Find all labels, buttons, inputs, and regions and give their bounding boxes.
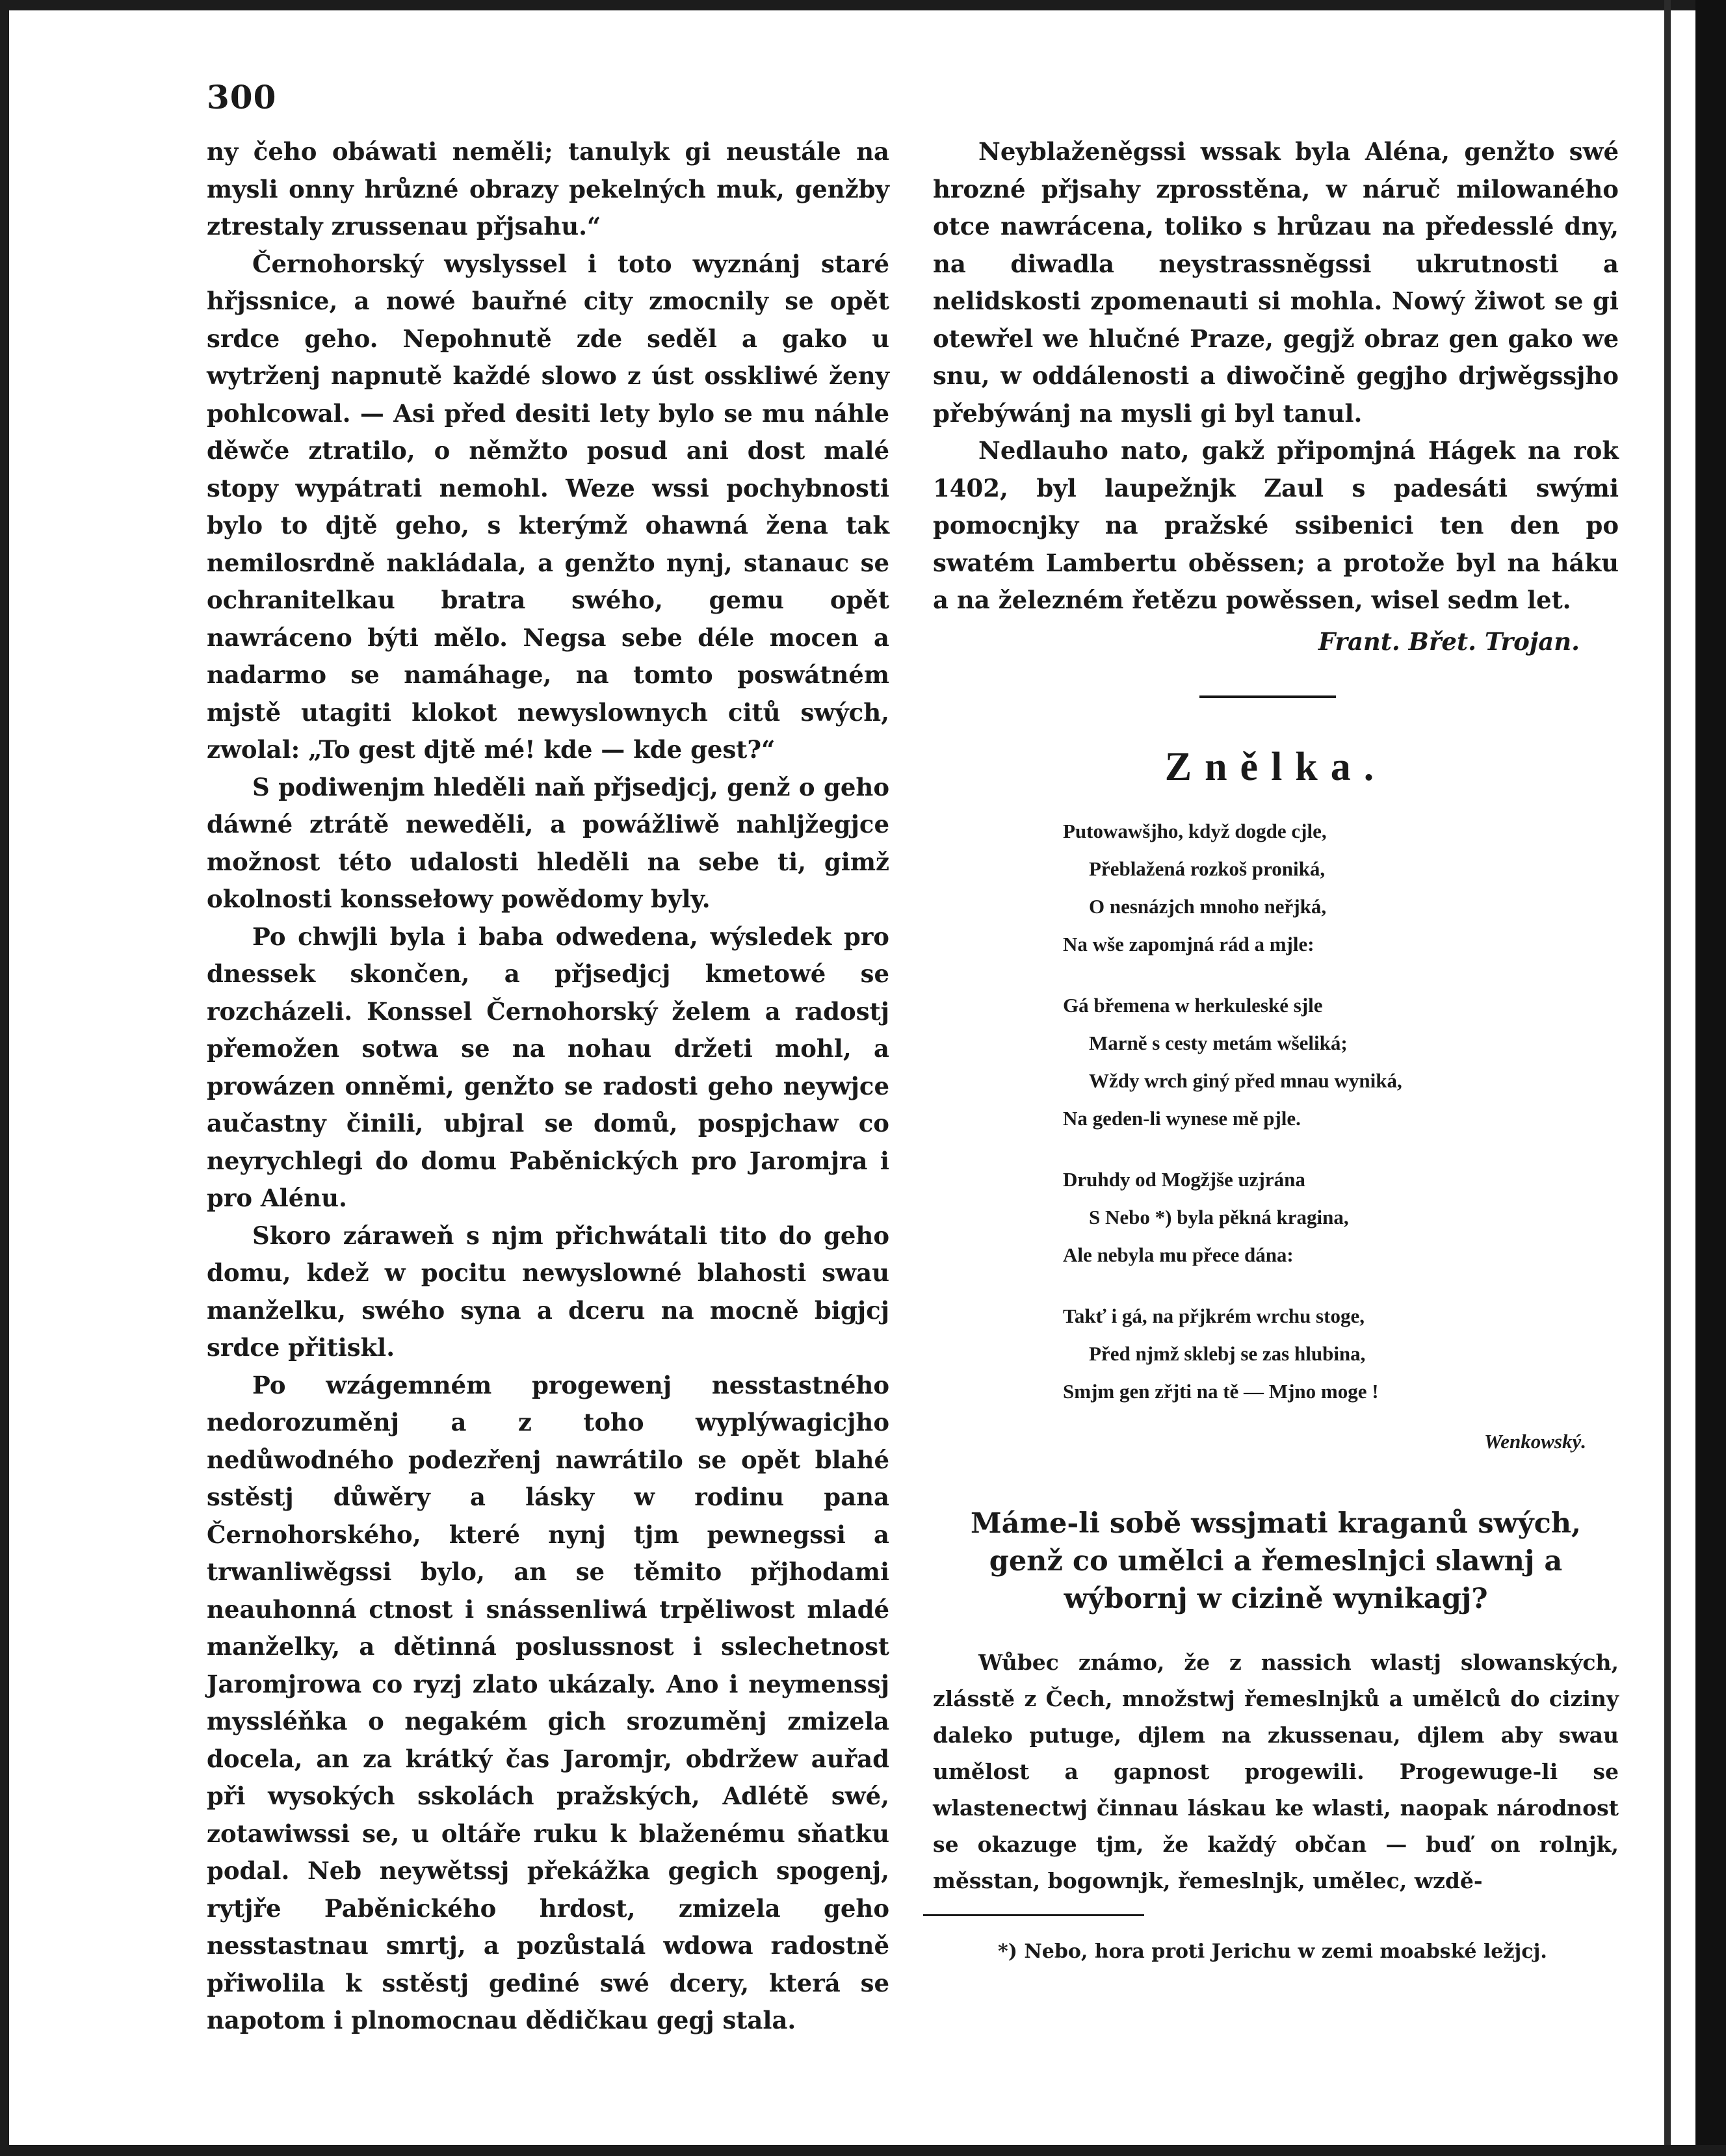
poem-stanza [1063,1297,1602,1410]
paragraph: Wůbec známo, že z nassich wlastj slowanských, zlásstě z Čech, množstwj řemeslnjků a umělců do ciziny daleko putuge, djlem na zkussenau, djlem aby swau umělost a gapnost progewili. Progewuge-li se wlastenectwj činnau láskau ke wlasti, naopak národnost se okazuge tjm, že každý občan — buď on rolnjk, měsstan, bogownjk, řemeslnjk, umělec, wzdě- [933,1650,1619,1893]
poem-line: Takť i gá, na přjkrém wrchu stoge, [1063,1305,1365,1327]
poem-line: Marně s cesty metám wšeliká; [1089,1032,1348,1054]
scan-border-top [0,0,1726,10]
scan-border-right [1695,0,1726,2156]
footnote: *) Nebo, hora proti Jerichu w zemi moabské ležjcj. [998,1940,1547,1963]
poem-stanza [1063,812,1602,963]
poem-line: Před njmž sklebj se zas hlubina, [1089,1342,1366,1365]
footnote-rule [923,1914,1144,1916]
right-column [933,133,1619,660]
scan-border-bottom [0,2145,1726,2156]
poem-line: Wždy wrch giný před mnau wyniká, [1089,1069,1402,1092]
poem-stanza [1063,1161,1602,1274]
scan-border-left [0,0,9,2156]
paragraph: Po chwjli byla i baba odwedena, wýsledek pro dnessek skončen, a přjsedjcj kmetowé se rozcházeli. Konssel Černohorský želem a radostj přemožen sotwa se na nohau držeti mohl, a prowázen onněmi, genžto se radosti geho neywjce aučastny činili, ubjral se domů, pospjchaw co neyrychlegi do domu Paběnických pro Jaromjra i pro Alénu. [207,922,889,1212]
scan-border-inner [1664,0,1671,2156]
poem-line: Smjm gen zřjti na tě — Mjno moge ! [1063,1380,1379,1403]
article-body [933,1644,1619,1899]
paragraph: Skoro záraweň s njm přichwátali tito do geho domu, kdež w pocitu newyslowné blahosti swau manželku, swého syna a dceru na mocně bigjcj srdce přitiskl. [207,1221,889,1362]
article-title: Máme-li sobě wssjmati kraganů swých, genž co umělci a řemeslnjci slawnj a wýbornj w cizině wynikagj? [971,1507,1581,1615]
poem-line: Gá břemena w herkuleské sjle [1063,994,1323,1017]
poem [1063,812,1602,1434]
poem-line: Ale nebyla mu přece dána: [1063,1243,1294,1266]
paragraph: Neyblaženěgssi wssak byla Aléna, genžto swé hrozné přjsahy zprosstěna, w náruč milowaného otce nawrácena, toliko s hrůzau na předesslé dny, na diwadla neystrassněgssi ukrutnosti a nelidskosti zpomenauti si mohla. Nowý žiwot se gi otewřel we hlučné Praze, gegjž obraz gen gako we snu, w oddálenosti a diwočině gegjho drjwěgssjho přebýwánj na mysli gi byl tanul. [933,137,1619,428]
poem-stanza [1063,987,1602,1137]
story-signature: Frant. Břet. Trojan. [1318,627,1580,656]
paragraph: Černohorský wyslyssel i toto wyznánj staré hřjssnice, a nowé bauřné city zmocnily se opět srdce geho. Nepohnutě zde seděl a gako u wytrženj napnutě každé slowo z úst osskliwé ženy pohlcowal. — Asi před desiti lety bylo se mu náhle děwče ztratilo, o němžto posud ani dost malé stopy wypátrati nemohl. Weze wssi pochybnosti bylo to djtě geho, s kterýmž ohawná žena tak nemilosrdně nakládala, a genžto nynj, stanauc se ochranitelkau bratra swého, gemu opět nawráceno býti mělo. Negsa sebe déle mocen a nadarmo se namáhage, na tomto poswátném mjstě utagiti klokot newyslownych citů swých, zwolal: „To gest djtě mé! kde — kde gest?“ [207,249,889,764]
poem-line: Putowawšjho, když dogde cjle, [1063,820,1327,842]
paragraph: Po wzágemném progewenj nesstastného nedorozuměnj a z toho wyplýwagicjho nedůwodného podezřenj nawrátilo se opět blahé sstěstj důwěry a lásky w rodinu pana Černohorského, které nynj tjm pewnegssi a trwanliwěgssi bylo, an se těmito přjhodami neauhonná ctnost i snássenliwá trpěliwost mladé manželky, a dětinná poslussnost i sslechetnost Jaromjrowa co ryzj zlato ukázaly. Ano i neymenssj myssléňka o negakém gich srozuměnj zmizela docela, an za krátký čas Jaromjr, obdržew auřad při wysokých sskolách pražských, Adlétě swé, zotawiwssi se, u oltáře ruku k blaženému sňatku podal. Neb neywětssj překážka gegich spogenj, rytjře Paběnického hrdost, zmizela geho nesstastnau smrtj, a pozůstalá wdowa radostně přiwolila k sstěstj gediné swé dcery, která se napotom i plnomocnau dědičkau gegj stala. [207,1370,889,2034]
section-divider [1199,695,1336,698]
paragraph: ny čeho obáwati neměli; tanulyk gi neustále na mysli onny hrůzné obrazy pekelných muk, genžby ztrestaly zrussenau přjsahu.“ [207,137,889,240]
paragraph: Nedlauho nato, gakž připomjná Hágek na rok 1402, byl laupežnjk Zaul s padesáti swými pomocnjky na pražské ssibenici ten den po swatém Lambertu oběssen; a protože byl na háku a na železném řetězu powěssen, wisel sedm let. [933,436,1619,614]
poem-title: Znělka. [1164,745,1387,789]
poem-line: Přeblažená rozkoš proniká, [1089,857,1326,880]
paragraph: S podiwenjm hleděli naň přjsedjcj, genž o geho dáwné ztrátě neweděli, a powážliwě nahljžegjce možnost této udalosti hleděli na sebe ti, gimž okolnosti konssełowy powědomy byly. [207,772,889,913]
poem-line: S Nebo *) byla pěkná kragina, [1089,1206,1349,1228]
poem-line: Na wše zapomjná rád a mjle: [1063,933,1314,955]
page-number: 300 [207,78,277,116]
poem-line: Na geden-li wynese mě pjle. [1063,1107,1301,1130]
left-column [207,133,889,2040]
poem-line: O nesnázjch mnoho neřjká, [1089,895,1327,918]
poem-line: Druhdy od Mogžjše uzjrána [1063,1168,1305,1191]
poem-author: Wenkowský. [1484,1430,1586,1453]
